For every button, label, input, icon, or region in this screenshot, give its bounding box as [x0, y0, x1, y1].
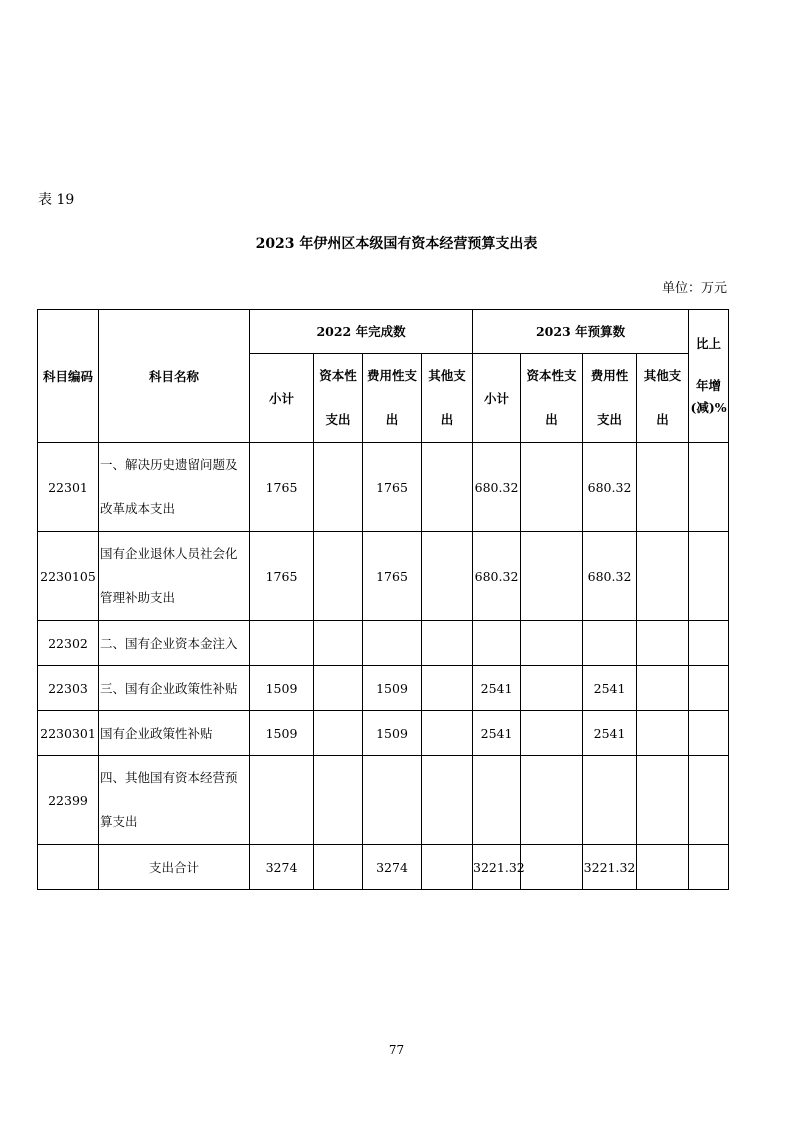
- cell-change: [689, 845, 729, 890]
- table-row: [38, 711, 729, 756]
- cell-2022-subtotal: 1509: [250, 666, 314, 711]
- cell-2022-other: [422, 845, 473, 890]
- cell-2022-subtotal: 3274: [250, 845, 314, 890]
- cell-2023-other: [637, 845, 689, 890]
- cell-2022-capital: [314, 532, 363, 621]
- cell-2023-expense: 3221.32: [583, 845, 637, 890]
- cell-change: [689, 711, 729, 756]
- document-title: 2023 年伊州区本级国有资本经营预算支出表: [255, 236, 538, 252]
- cell-code: 22399: [38, 756, 99, 845]
- cell-name: 国有企业政策性补贴: [99, 711, 250, 756]
- header-2023-capital-l2: 出: [545, 412, 558, 427]
- unit-label: 单位：万元: [661, 281, 727, 296]
- cell-2023-capital: [521, 532, 583, 621]
- header-code: 科目编码: [38, 310, 99, 443]
- cell-2022-other: [422, 532, 473, 621]
- cell-2023-capital: [521, 666, 583, 711]
- cell-2022-expense: [363, 756, 422, 845]
- cell-2023-expense: 680.32: [583, 443, 637, 532]
- header-2023-expense-l1: 费用性: [590, 368, 629, 383]
- cell-name-l2: 改革成本支出: [100, 501, 176, 516]
- cell-2023-capital: [521, 845, 583, 890]
- cell-2023-subtotal: 2541: [473, 666, 521, 711]
- cell-2022-other: [422, 666, 473, 711]
- cell-name-l1: 国有企业退休人员社会化: [100, 546, 238, 561]
- cell-change: [689, 532, 729, 621]
- cell-change: [689, 621, 729, 666]
- table-row: [38, 621, 729, 666]
- cell-code: 22302: [38, 621, 99, 666]
- cell-code: 22303: [38, 666, 99, 711]
- cell-2022-other: [422, 756, 473, 845]
- cell-2023-other: [637, 756, 689, 845]
- header-2023-expense-l2: 支出: [597, 412, 623, 427]
- cell-code: 2230301: [38, 711, 99, 756]
- cell-2023-expense: 2541: [583, 711, 637, 756]
- cell-2022-other: [422, 711, 473, 756]
- cell-2022-expense: 3274: [363, 845, 422, 890]
- cell-2023-expense: [583, 621, 637, 666]
- cell-2023-subtotal: 680.32: [473, 532, 521, 621]
- header-2022-other-l2: 出: [440, 412, 454, 427]
- cell-2022-subtotal: [250, 756, 314, 845]
- cell-name-l1: 四、其他国有资本经营预: [100, 770, 238, 785]
- header-2023-expense: [583, 354, 637, 443]
- cell-2023-subtotal: 680.32: [473, 443, 521, 532]
- cell-change: [689, 443, 729, 532]
- cell-2022-expense: 1509: [363, 666, 422, 711]
- header-2023: 2023 年预算数: [473, 310, 689, 354]
- cell-2023-capital: [521, 756, 583, 845]
- cell-name: [99, 443, 250, 532]
- header-2022-other: [422, 354, 473, 443]
- table-row: [38, 532, 729, 621]
- cell-name-l1: 一、解决历史遗留问题及: [100, 457, 238, 472]
- cell-name-l2: 管理补助支出: [100, 590, 176, 605]
- cell-2022-subtotal: 1509: [250, 711, 314, 756]
- cell-name: [99, 532, 250, 621]
- header-change-line3: (减)%: [690, 400, 727, 415]
- cell-2022-subtotal: 1765: [250, 443, 314, 532]
- header-2022: 2022 年完成数: [250, 310, 473, 354]
- cell-2023-other: [637, 666, 689, 711]
- cell-2023-other: [637, 621, 689, 666]
- header-2022-capital-l1: 资本性: [319, 368, 357, 383]
- cell-2022-capital: [314, 756, 363, 845]
- cell-2023-subtotal: [473, 756, 521, 845]
- cell-2023-capital: [521, 443, 583, 532]
- cell-name: 二、国有企业资本金注入: [99, 621, 250, 666]
- cell-2023-subtotal: 3221.32: [473, 845, 521, 890]
- cell-2023-capital: [521, 621, 583, 666]
- header-2022-expense-l2: 出: [385, 412, 399, 427]
- table-label: 表 19: [38, 192, 75, 208]
- cell-code: 2230105: [38, 532, 99, 621]
- cell-2023-expense: 2541: [583, 666, 637, 711]
- table-row: [38, 443, 729, 532]
- cell-2023-expense: 680.32: [583, 532, 637, 621]
- cell-2023-other: [637, 711, 689, 756]
- cell-code: [38, 845, 99, 890]
- cell-2022-expense: 1765: [363, 532, 422, 621]
- cell-2022-subtotal: 1765: [250, 532, 314, 621]
- budget-table: [37, 309, 729, 890]
- cell-2023-capital: [521, 711, 583, 756]
- cell-2023-other: [637, 443, 689, 532]
- cell-change: [689, 666, 729, 711]
- cell-2022-capital: [314, 443, 363, 532]
- header-change: [689, 310, 729, 443]
- cell-2022-expense: [363, 621, 422, 666]
- header-2022-expense-l1: 费用性支: [366, 368, 417, 383]
- cell-2022-capital: [314, 666, 363, 711]
- header-2023-capital: [521, 354, 583, 443]
- table-row: [38, 666, 729, 711]
- cell-2022-expense: 1765: [363, 443, 422, 532]
- cell-2023-other: [637, 532, 689, 621]
- cell-2022-capital: [314, 711, 363, 756]
- header-2023-other-l2: 出: [656, 412, 669, 427]
- cell-2023-expense: [583, 756, 637, 845]
- header-2023-capital-l1: 资本性支: [526, 368, 577, 383]
- table-row: [38, 756, 729, 845]
- header-2022-capital-l2: 支出: [325, 412, 351, 427]
- header-2022-other-l1: 其他支: [428, 368, 466, 383]
- header-2022-expense: [363, 354, 422, 443]
- cell-code: 22301: [38, 443, 99, 532]
- cell-2022-other: [422, 443, 473, 532]
- cell-2022-other: [422, 621, 473, 666]
- cell-2022-subtotal: [250, 621, 314, 666]
- cell-name: 三、国有企业政策性补贴: [99, 666, 250, 711]
- header-2023-other-l1: 其他支: [643, 368, 682, 383]
- header-change-line1: 比上: [696, 336, 722, 351]
- cell-2022-capital: [314, 845, 363, 890]
- cell-2022-capital: [314, 621, 363, 666]
- header-2022-capital: [314, 354, 363, 443]
- cell-name: [99, 756, 250, 845]
- cell-2022-expense: 1509: [363, 711, 422, 756]
- header-2022-subtotal: 小计: [250, 354, 314, 443]
- cell-change: [689, 756, 729, 845]
- cell-name: 支出合计: [99, 845, 250, 890]
- header-2023-other: [637, 354, 689, 443]
- page-number: 77: [388, 1043, 405, 1057]
- header-2023-subtotal: 小计: [473, 354, 521, 443]
- total-row: [38, 845, 729, 890]
- cell-2023-subtotal: [473, 621, 521, 666]
- cell-2023-subtotal: 2541: [473, 711, 521, 756]
- header-name: 科目名称: [99, 310, 250, 443]
- header-change-line2: 年增: [696, 378, 722, 393]
- cell-name-l2: 算支出: [100, 814, 138, 829]
